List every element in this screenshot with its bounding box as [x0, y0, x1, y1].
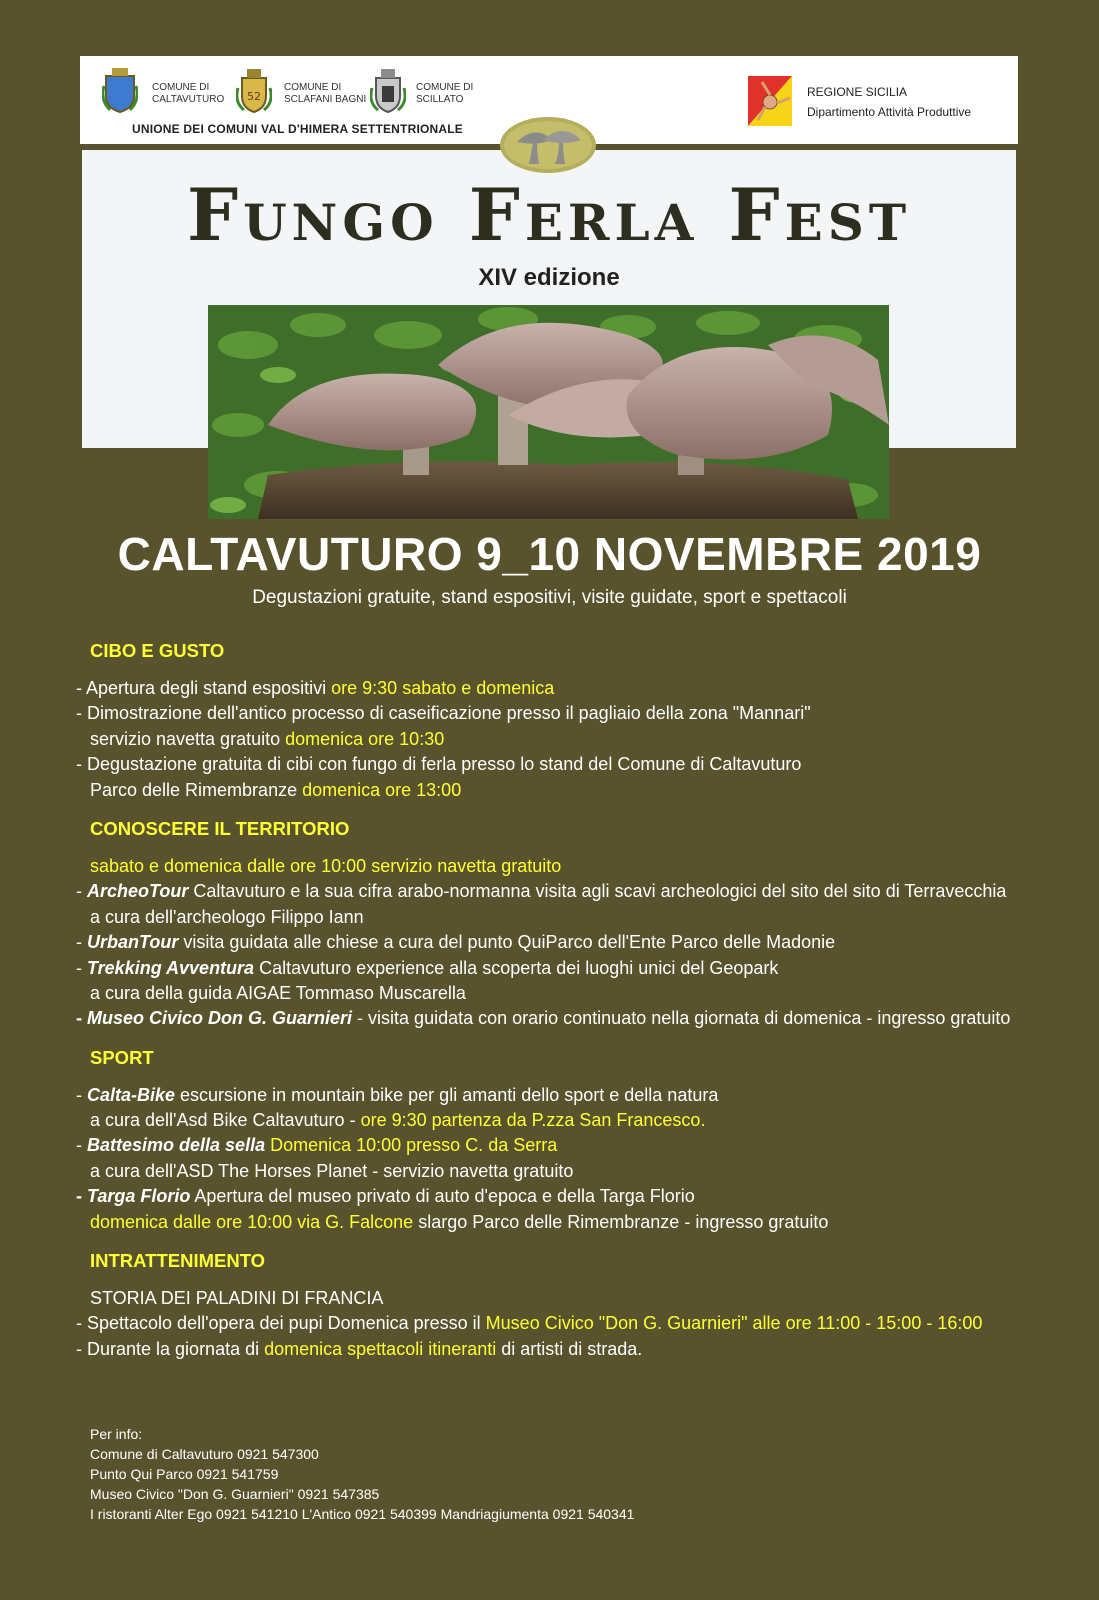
svg-text:52: 52: [247, 90, 261, 103]
list-item: Parco delle Rimembranze domenica ore 13:00: [90, 779, 462, 800]
program: [76, 638, 1076, 1375]
section-cibo-e-gusto: [76, 638, 1076, 803]
trinacria-flag-icon: [748, 76, 792, 126]
list-item: - Calta-Bike escursione in mountain bike per gli amanti dello sport e della natura: [76, 1084, 719, 1105]
info-heading: Per info:: [90, 1426, 143, 1442]
list-item: a cura della guida AIGAE Tommaso Muscarella: [90, 982, 466, 1003]
list-item: domenica dalle ore 10:00 via G. Falcone slargo Parco delle Rimembranze - ingresso gratuito: [90, 1211, 829, 1232]
list-item: - Trekking Avventura Caltavuturo experience alla scoperta dei luoghi unici del Geopark: [76, 957, 779, 978]
list-item: - Targa Florio Apertura del museo privato di auto d'epoca e della Targa Florio: [76, 1186, 695, 1207]
section-heading: CONOSCERE IL TERRITORIO: [90, 817, 350, 839]
list-item: - ArcheoTour Caltavuturo e la sua cifra arabo-normanna visita agli scavi archeologici del sito del sito di Terravecchia: [76, 881, 1007, 902]
mushroom-photo: [208, 305, 889, 519]
event-subtitle: Degustazioni gratuite, stand espositivi, visite guidate, sport e spettacoli: [252, 587, 847, 608]
union-label: UNIONE DEI COMUNI VAL D'HIMERA SETTENTRIONALE: [132, 122, 463, 136]
list-item: - UrbanTour visita guidata alle chiese a cura del punto QuiParco dell'Ente Parco delle Madonie: [76, 932, 836, 953]
list-item: - Durante la giornata di domenica spettacoli itineranti di artisti di strada.: [76, 1338, 643, 1359]
list-item: - Battesimo della sella Domenica 10:00 presso C. da Serra: [76, 1135, 558, 1156]
list-item: a cura dell'archeologo Filippo Iann: [90, 906, 364, 927]
section-conoscere-il-territorio: [76, 816, 1076, 1032]
info-line: Museo Civico "Don G. Guarnieri" 0921 547385: [90, 1486, 380, 1502]
list-item: a cura dell'Asd Bike Caltavuturo - ore 9:30 partenza da P.zza San Francesco.: [90, 1110, 706, 1131]
festival-title: Fungo Ferla Fest: [186, 172, 912, 257]
list-item: servizio navetta gratuito domenica ore 10:30: [90, 728, 445, 749]
mushroom-emblem-icon: [499, 116, 597, 174]
section-heading: SPORT: [90, 1046, 154, 1068]
list-item: - Apertura degli stand espositivi ore 9:30 sabato e domenica: [76, 678, 555, 698]
list-item: - Degustazione gratuita di cibi con fungo di ferla presso lo stand del Comune di Caltavuturo: [76, 754, 802, 775]
region-name: REGIONE SICILIA: [807, 85, 908, 99]
scillato-crest-icon: [370, 66, 406, 114]
contact-info: [90, 1424, 634, 1524]
info-line: Comune di Caltavuturo 0921 547300: [90, 1446, 319, 1462]
section-sport: [76, 1045, 1076, 1235]
comune-sclafani-label: COMUNE DI SCLAFANI BAGNI: [284, 82, 367, 105]
event-title: CALTAVUTURO 9_10 NOVEMBRE 2019: [117, 528, 982, 580]
section-intrattenimento: [76, 1248, 1076, 1362]
edition-label: XIV edizione: [478, 264, 620, 291]
region-department: Dipartimento Attività Produttive: [807, 105, 972, 119]
comune-caltavuturo-label: COMUNE DI CALTAVUTURO: [152, 82, 225, 105]
list-item: - Dimostrazione dell'antico processo di caseificazione presso il pagliaio della zona "Mannari": [76, 703, 811, 724]
list-item: STORIA DEI PALADINI DI FRANCIA: [90, 1288, 384, 1309]
list-item: - Spettacolo dell'opera dei pupi Domenica presso il Museo Civico "Don G. Guarnieri" alle ore 11:00 - 15:00 - 16:00: [76, 1313, 983, 1334]
list-item: - Museo Civico Don G. Guarnieri - visita guidata con orario continuato nella giornata di domenica - ingresso gratuito: [76, 1008, 1011, 1029]
list-item: a cura dell'ASD The Horses Planet - servizio navetta gratuito: [90, 1160, 574, 1181]
section-heading: INTRATTENIMENTO: [90, 1250, 266, 1272]
section-heading: CIBO E GUSTO: [90, 640, 225, 661]
sclafani-bagni-crest-icon: [236, 66, 272, 114]
info-line: I ristoranti Alter Ego 0921 541210 L'Antico 0921 540399 Mandriagiumenta 0921 540341: [90, 1506, 635, 1522]
list-item: sabato e domenica dalle ore 10:00 servizio navetta gratuito: [90, 855, 562, 876]
info-line: Punto Qui Parco 0921 541759: [90, 1466, 279, 1482]
comune-scillato-label: COMUNE DI SCILLATO: [416, 82, 474, 105]
caltavuturo-crest-icon: [102, 66, 138, 114]
